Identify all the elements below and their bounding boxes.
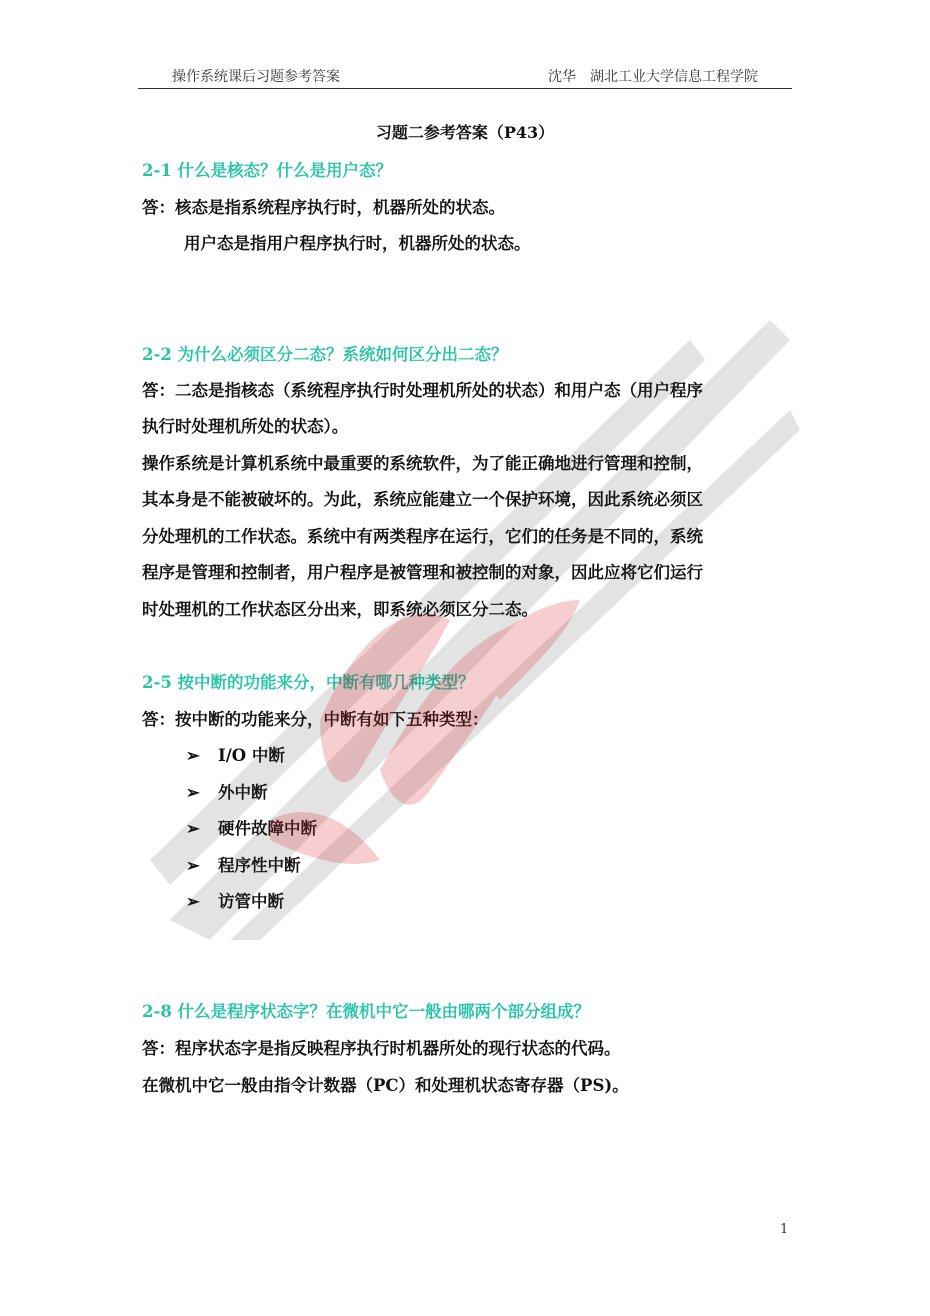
answer-line: 程序是管理和控制者，用户程序是被管理和被控制的对象，因此应将它们运行 [142,563,703,582]
answer-line: 其本身是不能被破坏的。为此，系统应能建立一个保护环境，因此系统必须区 [142,490,703,509]
answer-line: 答：按中断的功能来分，中断有如下五种类型： [142,710,489,729]
list-item-label: 外中断 [218,783,268,802]
answer-line: 分处理机的工作状态。系统中有两类程序在运行，它们的任务是不同的，系统 [142,527,703,546]
arrow-bullet-icon: ➢ [186,746,200,765]
list-item-label: 访管中断 [218,892,284,911]
arrow-bullet-icon: ➢ [186,783,200,802]
list-item [186,852,301,876]
question-2-8: 2-8 什么是程序状态字？在微机中它一般由哪两个部分组成？ [142,1002,591,1021]
answer-line: 操作系统是计算机系统中最重要的系统软件，为了能正确地进行管理和控制， [142,454,703,473]
answer-line: 答：程序状态字是指反映程序执行时机器所处的现行状态的代码。 [142,1039,621,1058]
question-2-2: 2-2 为什么必须区分二态？系统如何区分出二态？ [142,345,508,364]
answer-line: 时处理机的工作状态区分出来，即系统必须区分二态。 [142,600,538,619]
list-item-label: 程序性中断 [218,856,301,875]
list-item [186,888,284,912]
list-item [186,742,285,766]
answer-line: 答：核态是指系统程序执行时，机器所处的状态。 [142,198,505,217]
question-2-5: 2-5 按中断的功能来分，中断有哪几种类型？ [142,673,475,692]
arrow-bullet-icon: ➢ [186,819,200,838]
page-number: 1 [780,1222,789,1237]
header-author: 沈华 湖北工业大学信息工程学院 [548,69,758,85]
answer-line: 执行时处理机所处的状态）。 [142,417,349,436]
answer-line: 用户态是指用户程序执行时，机器所处的状态。 [184,234,531,253]
list-item [186,779,268,803]
arrow-bullet-icon: ➢ [186,856,200,875]
arrow-bullet-icon: ➢ [186,892,200,911]
question-2-1: 2-1 什么是核态？什么是用户态？ [142,161,393,180]
header-course-title: 操作系统课后习题参考答案 [172,69,340,85]
page-title: 习题二参考答案（P43） [375,123,555,142]
list-item-label: 硬件故障中断 [218,819,317,838]
list-item-label: I/O 中断 [218,746,285,765]
answer-line: 答：二态是指核态（系统程序执行时处理机所处的状态）和用户态（用户程序 [142,381,703,400]
answer-line: 在微机中它一般由指令计数器（PC）和处理机状态寄存器（PS)。 [142,1076,629,1095]
list-item [186,815,317,839]
page-header [138,62,792,89]
